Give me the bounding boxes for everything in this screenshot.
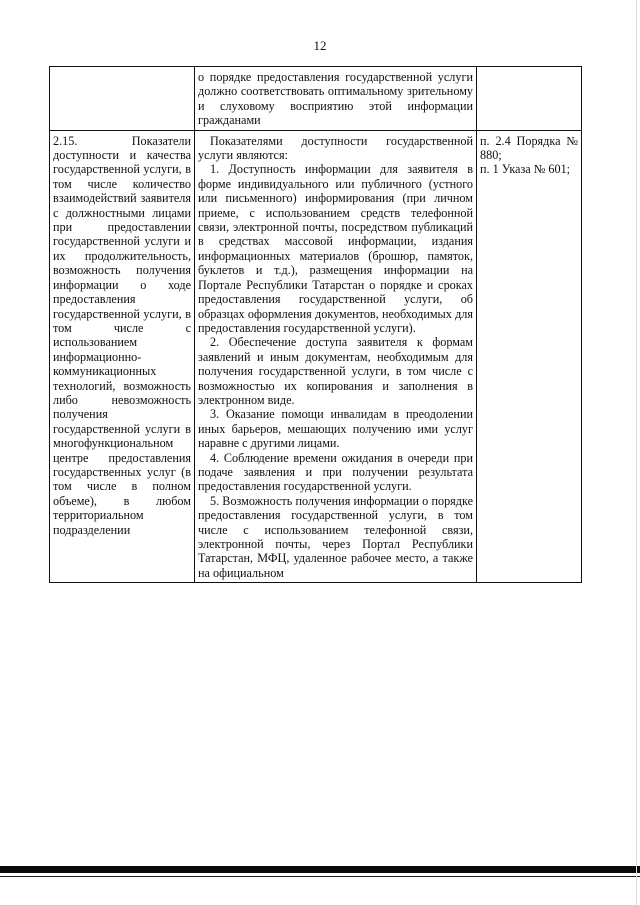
indicator-title: Показатели доступности и качества государственной услуги, в том числе количество взаимодействий заявителя с должностными лицами при предоставлении государственной услуги и их продолжительность, возможность получения информации о ходе предоставления государственной услуги, в том числе с использованием информационно-коммуникационных технологий, возможность либо невозможность получения государственной услуги в многофункциональном центре предоставления государственных услуг (в том числе в полном объеме), в любом территориальном подразделении [53,133,191,537]
cell-row2-col3 [477,130,582,583]
cell-row1-col2 [195,67,477,131]
table-row [50,67,582,131]
item-number: 2.15. [53,133,78,148]
reference-1: п. 2.4 Порядка № 880; [480,133,578,163]
paragraph-2: 2. Обеспечение доступа заявителя к формам заявлений и иным документам, необходимым для получения государственной услуги, в том числе с возможностью их копирования и заполнения в электронном виде. [198,335,473,407]
cell-row2-col1 [50,130,195,583]
cell-row1-col1 [50,67,195,131]
paragraph-1: 1. Доступность информации для заявителя в форме индивидуального или публичного (устного или письменного) информирования (при личном приеме, с использованием средств телефонной связи, электронной почты, посредством публикаций в средствах массовой информации, издания информационных материалов (брошюр, памяток, буклетов и т.д.), размещения информации на Портале Республики Татарстан о порядке и сроках предоставления государственной услуги, об образцах оформления документов, необходимых для предоставления государственной услуги). [198,162,473,335]
scan-edge-bar [0,866,640,873]
regulation-table [49,66,582,583]
row1-col2-text: о порядке предоставления государственной услуги должно соответствовать оптимальному зрительному и слуховому восприятию этой информации гражданами [198,70,473,128]
table-row [50,130,582,583]
reference-2: п. 1 Указа № 601; [480,162,571,177]
page-number: 12 [313,38,327,53]
cell-row1-col3 [477,67,582,131]
paragraph-5: 5. Возможность получения информации о порядке предоставления государственной услуги, в том числе с использованием телефонной связи, электронной почты, через Портал Республики Татарстан, МФЦ, удаленное рабочее место, а также на официальном [198,493,473,580]
paragraph-4: 4. Соблюдение времени ожидания в очереди при подаче заявления и при получении результата предоставления государственной услуги. [198,450,473,494]
paragraph-3: 3. Оказание помощи инвалидам в преодолении иных барьеров, мешающих получению ими услуг наравне с другими лицами. [198,407,473,451]
scan-edge-line [0,876,640,877]
scan-right-edge [636,0,637,905]
paragraph-intro: Показателями доступности государственной услуги являются: [198,133,473,163]
cell-row2-col2 [195,130,477,583]
